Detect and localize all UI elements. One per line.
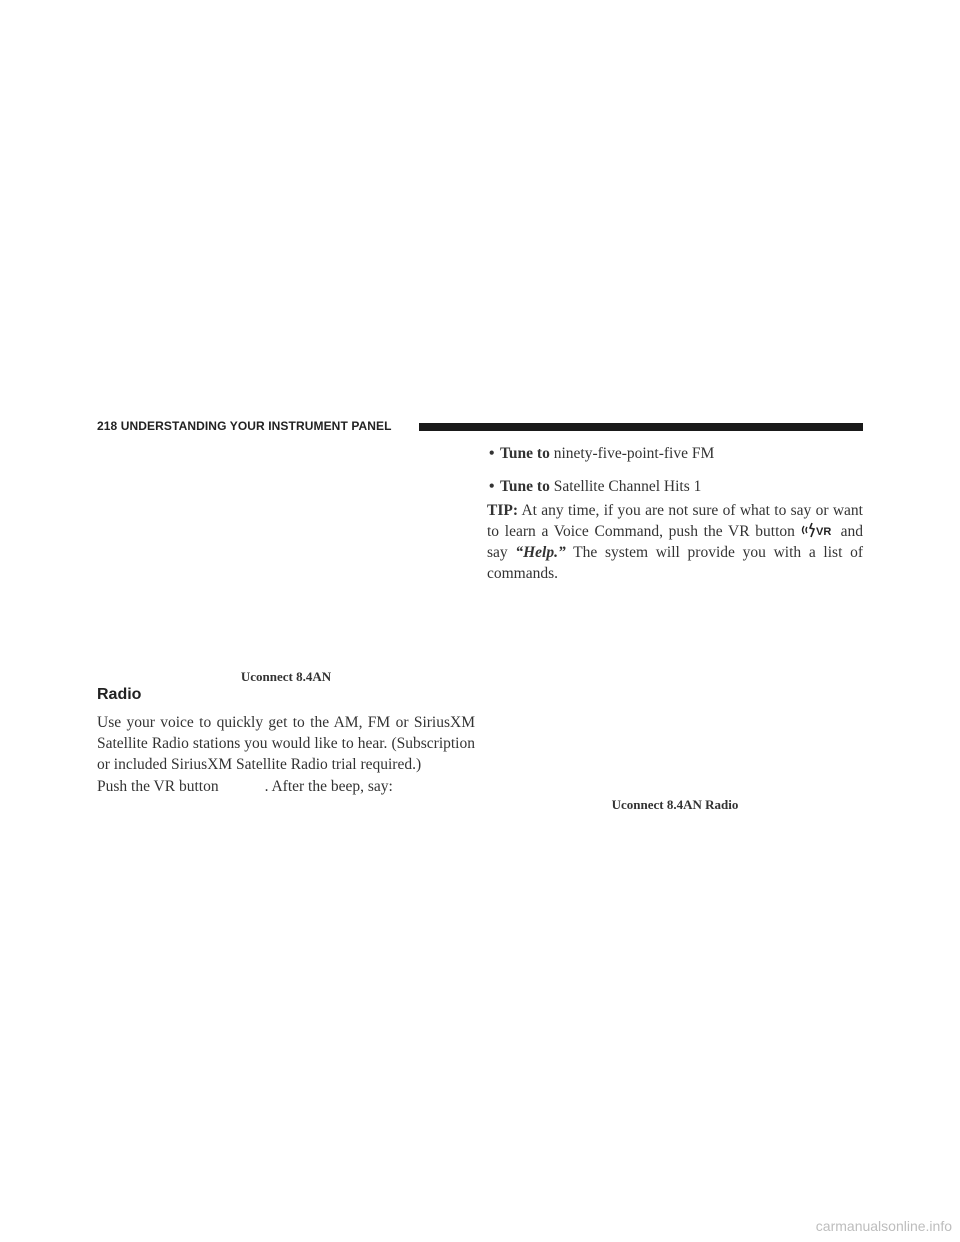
after-beep-text: . After the beep, say: (264, 778, 393, 795)
list-item (489, 443, 863, 464)
figure-caption-uconnect-radio: Uconnect 8.4AN Radio (611, 797, 739, 812)
page-number-title: 218 UNDERSTANDING YOUR INSTRUMENT PANEL (97, 419, 392, 433)
push-vr-text: Push the VR button (97, 778, 219, 795)
tip-label: TIP: (487, 502, 518, 519)
svg-text:VR: VR (815, 526, 831, 538)
command-keyword: Tune to (500, 445, 550, 462)
command-text: Satellite Channel Hits 1 (549, 478, 702, 495)
header-rule (419, 423, 863, 431)
figure-caption-uconnect: Uconnect 8.4AN (240, 669, 332, 684)
command-keyword: Tune to (500, 478, 550, 495)
command-text: ninety-five-point-five FM (549, 445, 715, 462)
push-vr-paragraph (97, 776, 475, 797)
radio-intro-paragraph: Use your voice to quickly get to the AM, FM or SiriusXM Satellite Radio stations you would like to hear. (Subscription or included SiriusXM Satellite Radio trial required.) (97, 714, 475, 773)
tip-paragraph (487, 500, 863, 584)
tip-text-1: At any time, if you are not sure of what to say or want to learn a Voice Command, push the VR button (487, 502, 863, 540)
page-header (97, 420, 863, 434)
section-title-radio: Radio (97, 686, 142, 703)
vr-button-icon (801, 522, 837, 538)
bullet-icon: • (489, 445, 495, 462)
list-item (489, 476, 863, 497)
tip-help-quote: “Help.” (515, 544, 566, 561)
bullet-icon: • (489, 478, 495, 495)
tip-text-3: The system will provide you with a list of commands. (487, 544, 863, 582)
tip-text-2: and say (487, 523, 863, 561)
watermark: carmanualsonline.info (815, 1218, 952, 1234)
